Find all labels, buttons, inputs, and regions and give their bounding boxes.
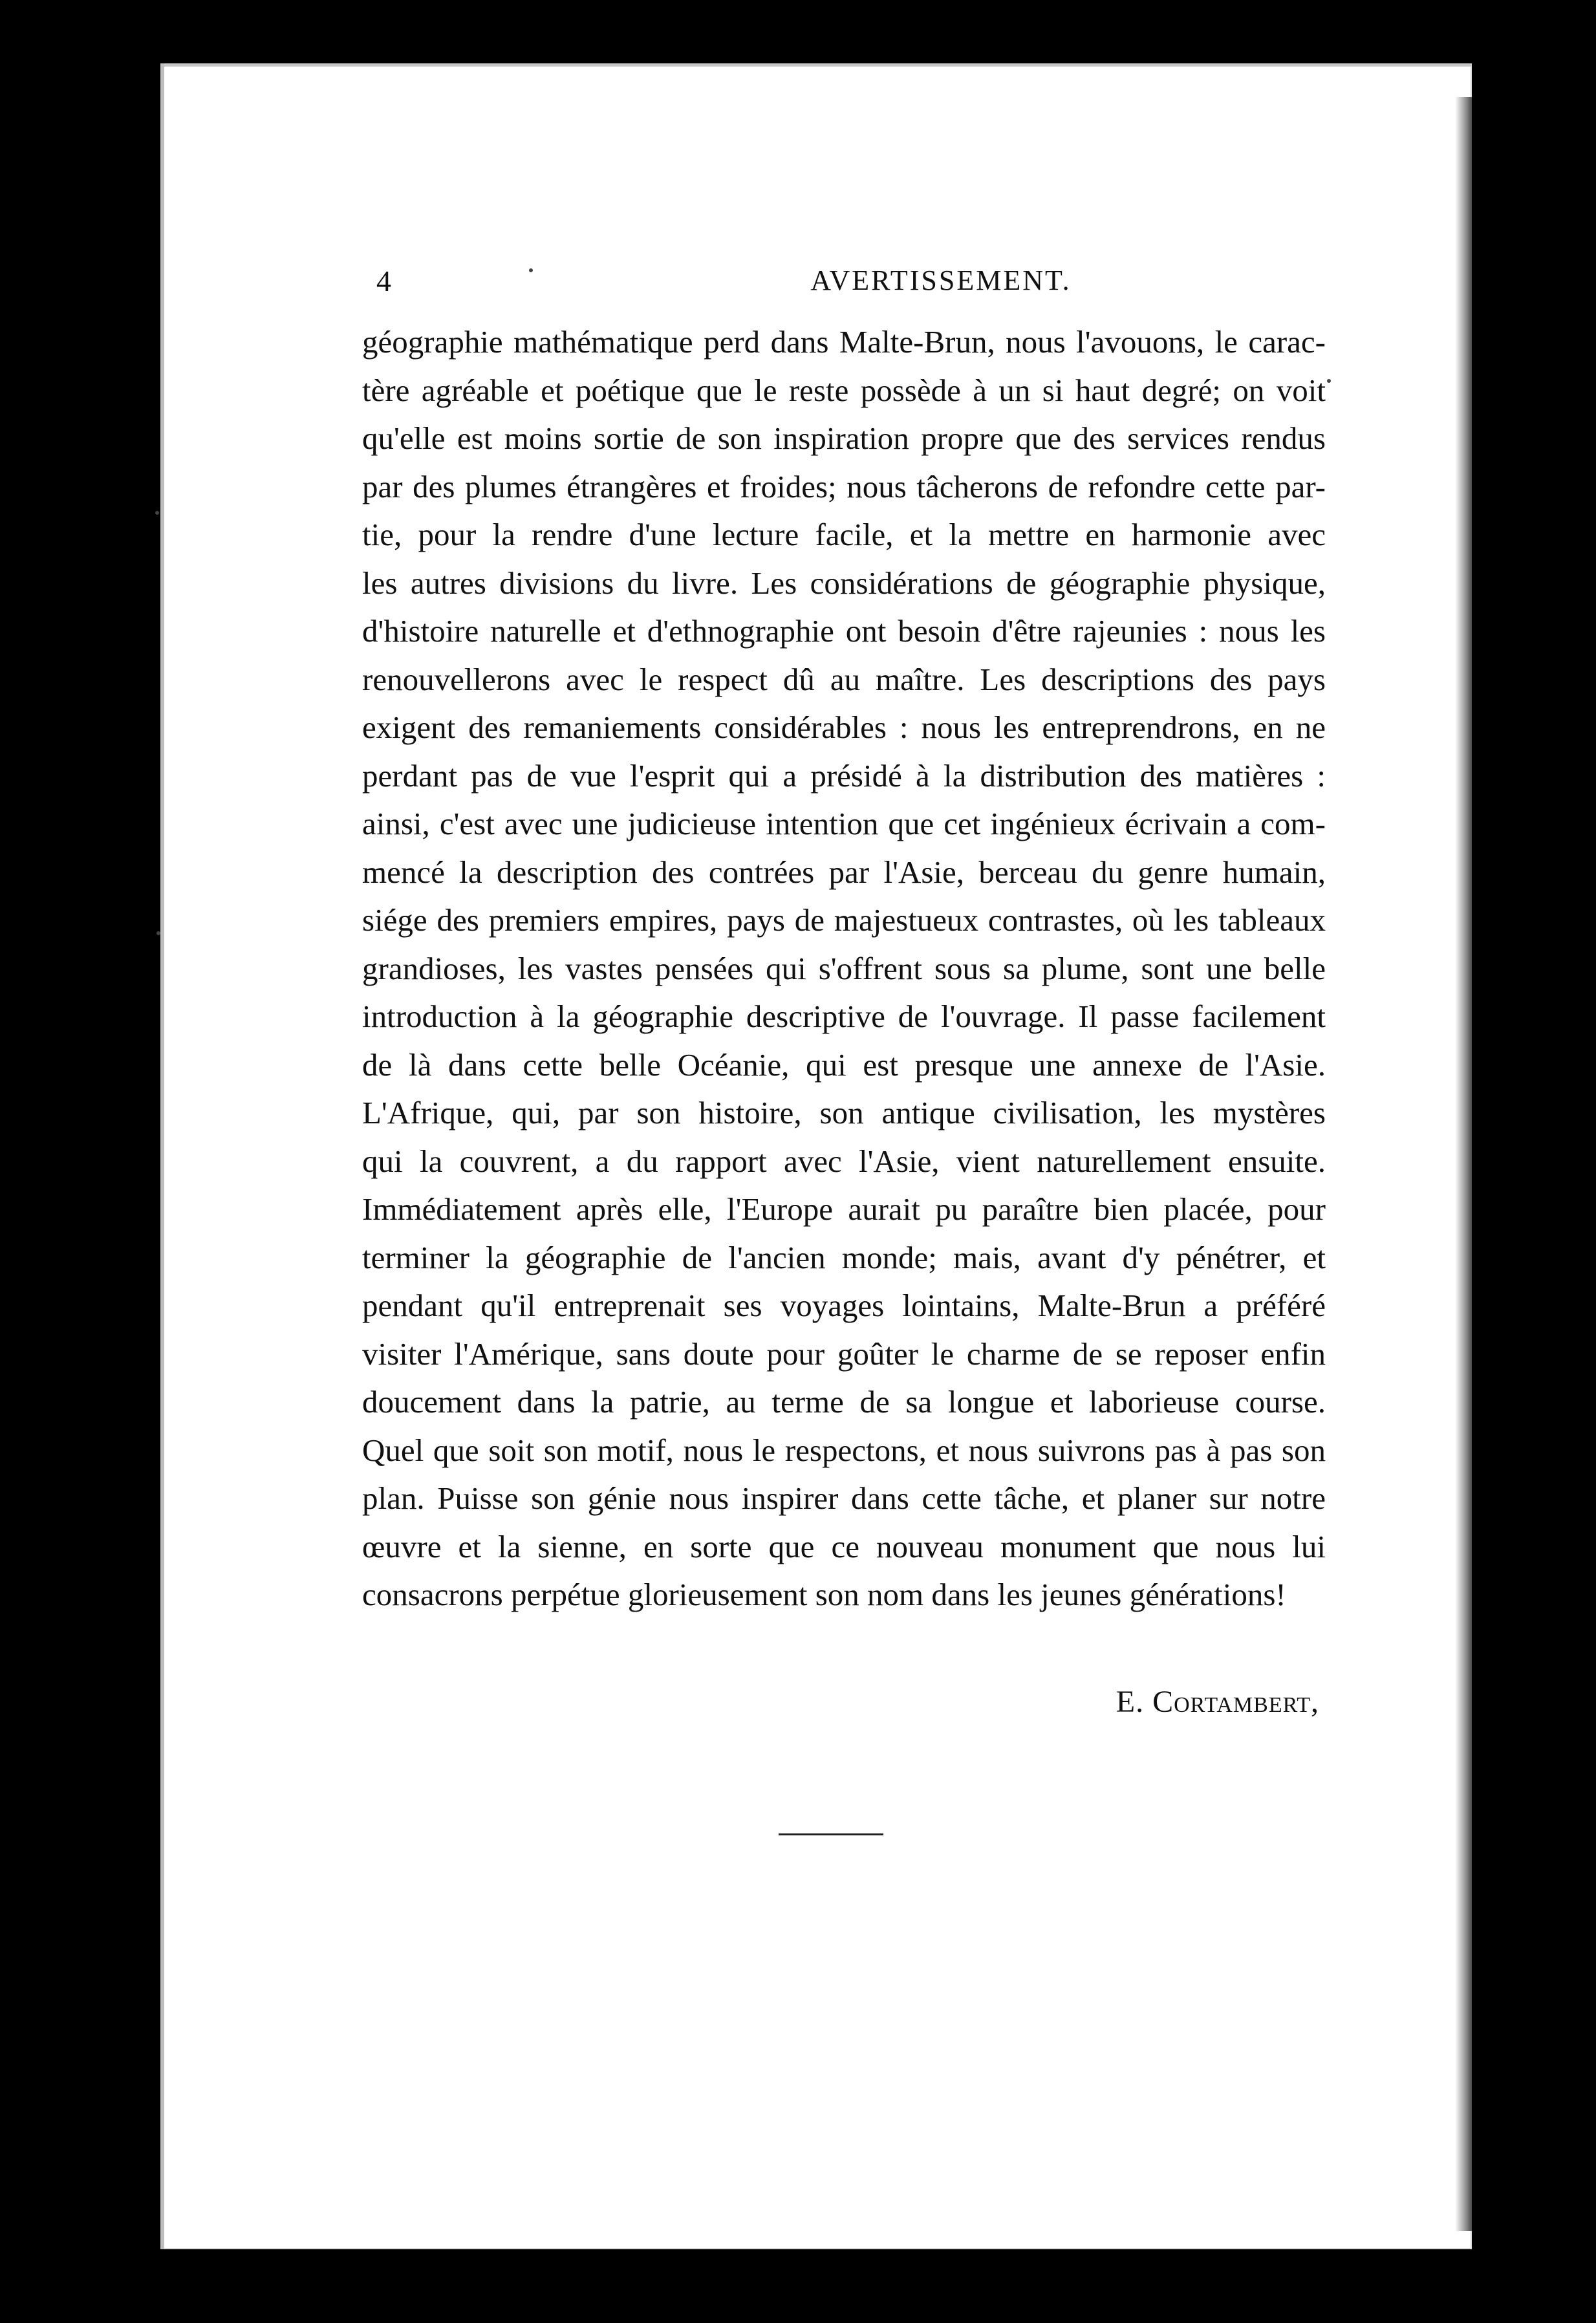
text-line: terminer la géographie de l'ancien monde; mais, avant d'y pénétrer, et <box>362 1239 1326 1275</box>
ink-speck <box>155 511 159 515</box>
page-binding-shadow <box>1455 97 1472 2231</box>
text-line: ainsi, c'est avec une judicieuse intention que cet ingénieux écrivain a com- <box>362 806 1326 841</box>
text-line: de là dans cette belle Océanie, qui est presque une annexe de l'Asie. <box>362 1046 1326 1083</box>
text-line: consacrons perpétue glorieusement son nom dans les jeunes générations! <box>362 1577 1286 1612</box>
text-line: qui la couvrent, a du rapport avec l'Asie, vient naturellement ensuite. <box>362 1143 1326 1179</box>
end-rule <box>779 1833 883 1835</box>
text-line: grandioses, les vastes pensées qui s'offrent sous sa plume, sont une belle <box>362 950 1326 986</box>
text-line: par des plumes étrangères et froides; nous tâcherons de refondre cette par- <box>362 468 1326 504</box>
text-line: doucement dans la patrie, au terme de sa longue et laborieuse course. <box>362 1384 1326 1420</box>
text-line: œuvre et la sienne, en sorte que ce nouveau monument que nous lui <box>362 1528 1326 1564</box>
author-signature <box>957 1684 1319 1720</box>
signature-name: Cortambert, <box>1152 1685 1319 1719</box>
body-text <box>362 318 1326 1619</box>
text-line: géographie mathématique perd dans Malte-Brun, nous l'avouons, le carac- <box>362 324 1326 360</box>
text-line: tie, pour la rendre d'une lecture facile, et la mettre en harmonie avec <box>362 517 1326 552</box>
page-left-edge <box>160 63 164 2249</box>
text-line: siége des premiers empires, pays de majestueux contrastes, où les tableaux <box>362 902 1326 938</box>
signature-initial: E. <box>1116 1685 1145 1719</box>
text-line: introduction à la géographie descriptive de l'ouvrage. Il passe facilement <box>362 999 1326 1034</box>
text-line: L'Afrique, qui, par son histoire, son antique civilisation, les mystères <box>362 1095 1326 1130</box>
text-line: pendant qu'il entreprenait ses voyages lointains, Malte-Brun a préféré <box>362 1288 1326 1323</box>
running-head <box>362 264 1326 303</box>
text-line: exigent des remaniements considérables : nous les entreprendrons, en ne <box>362 709 1326 745</box>
text-line: plan. Puisse son génie nous inspirer dans cette tâche, et planer sur notre <box>362 1480 1326 1516</box>
page-number: 4 <box>376 265 391 297</box>
text-line: qu'elle est moins sortie de son inspiration propre que des services rendus <box>362 420 1326 456</box>
ink-speck <box>1327 379 1331 383</box>
text-line: mencé la description des contrées par l'Asie, berceau du genre humain, <box>362 854 1326 890</box>
text-line: tère agréable et poétique que le reste possède à un si haut degré; on voit <box>362 372 1326 408</box>
text-line: Immédiatement après elle, l'Europe aurait pu paraître bien placée, pour <box>362 1191 1326 1227</box>
text-line: Quel que soit son motif, nous le respectons, et nous suivrons pas à pas son <box>362 1432 1326 1468</box>
text-line: les autres divisions du livre. Les considérations de géographie physique, <box>362 565 1326 601</box>
page-top-edge <box>160 63 1472 67</box>
text-line: perdant pas de vue l'esprit qui a présidé à la distribution des matières : <box>362 757 1326 794</box>
page-header-title: AVERTISSEMENT. <box>810 265 1072 296</box>
text-line: visiter l'Amérique, sans doute pour goûter le charme de se reposer enfin <box>362 1335 1326 1372</box>
text-line: d'histoire naturelle et d'ethnographie ont besoin d'être rajeunies : nous les <box>362 613 1326 649</box>
ink-speck <box>156 931 160 935</box>
text-line: renouvellerons avec le respect dû au maître. Les descriptions des pays <box>362 661 1326 697</box>
